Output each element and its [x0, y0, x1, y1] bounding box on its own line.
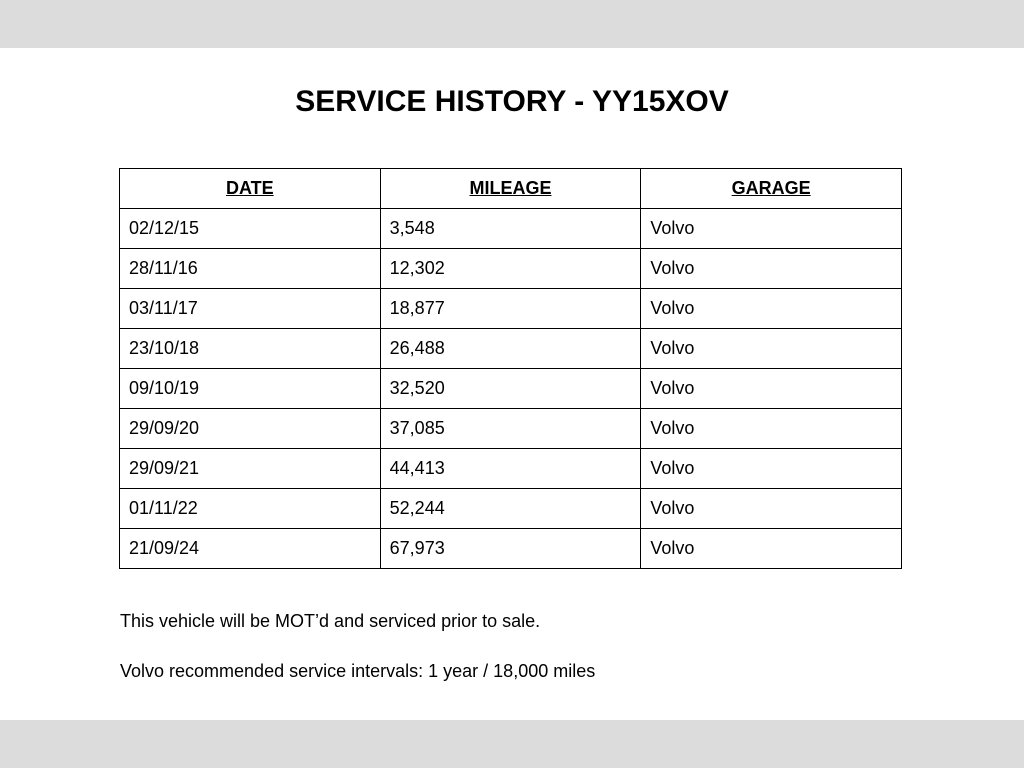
cell-mileage: 67,973: [380, 529, 641, 569]
table-row: [120, 489, 902, 529]
note-mot-service: This vehicle will be MOT’d and serviced prior to sale.: [120, 611, 541, 631]
table-row: [120, 329, 902, 369]
cell-garage: Volvo: [641, 409, 902, 449]
cell-garage: Volvo: [641, 489, 902, 529]
page-title: SERVICE HISTORY - YY15XOV: [295, 85, 729, 118]
cell-date: 03/11/17: [120, 289, 381, 329]
document-page: [0, 48, 1024, 720]
cell-mileage: 37,085: [380, 409, 641, 449]
cell-mileage: 52,244: [380, 489, 641, 529]
table-header-row: [120, 169, 902, 209]
column-header-date: DATE: [120, 169, 381, 209]
cell-garage: Volvo: [641, 529, 902, 569]
cell-date: 28/11/16: [120, 249, 381, 289]
cell-mileage: 26,488: [380, 329, 641, 369]
table-row: [120, 409, 902, 449]
cell-date: 21/09/24: [120, 529, 381, 569]
cell-garage: Volvo: [641, 449, 902, 489]
cell-date: 29/09/21: [120, 449, 381, 489]
cell-date: 01/11/22: [120, 489, 381, 529]
cell-date: 29/09/20: [120, 409, 381, 449]
cell-mileage: 18,877: [380, 289, 641, 329]
table-row: [120, 289, 902, 329]
table-row: [120, 369, 902, 409]
table-row: [120, 449, 902, 489]
cell-garage: Volvo: [641, 289, 902, 329]
note-service-intervals: Volvo recommended service intervals: 1 year / 18,000 miles: [120, 661, 596, 681]
cell-date: 02/12/15: [120, 209, 381, 249]
cell-mileage: 32,520: [380, 369, 641, 409]
column-header-garage: GARAGE: [641, 169, 902, 209]
table-row: [120, 249, 902, 289]
service-history-table: [119, 168, 902, 569]
cell-mileage: 44,413: [380, 449, 641, 489]
cell-garage: Volvo: [641, 369, 902, 409]
cell-date: 23/10/18: [120, 329, 381, 369]
cell-garage: Volvo: [641, 209, 902, 249]
cell-garage: Volvo: [641, 249, 902, 289]
column-header-mileage: MILEAGE: [380, 169, 641, 209]
table-row: [120, 529, 902, 569]
cell-mileage: 12,302: [380, 249, 641, 289]
cell-mileage: 3,548: [380, 209, 641, 249]
cell-garage: Volvo: [641, 329, 902, 369]
table-row: [120, 209, 902, 249]
cell-date: 09/10/19: [120, 369, 381, 409]
